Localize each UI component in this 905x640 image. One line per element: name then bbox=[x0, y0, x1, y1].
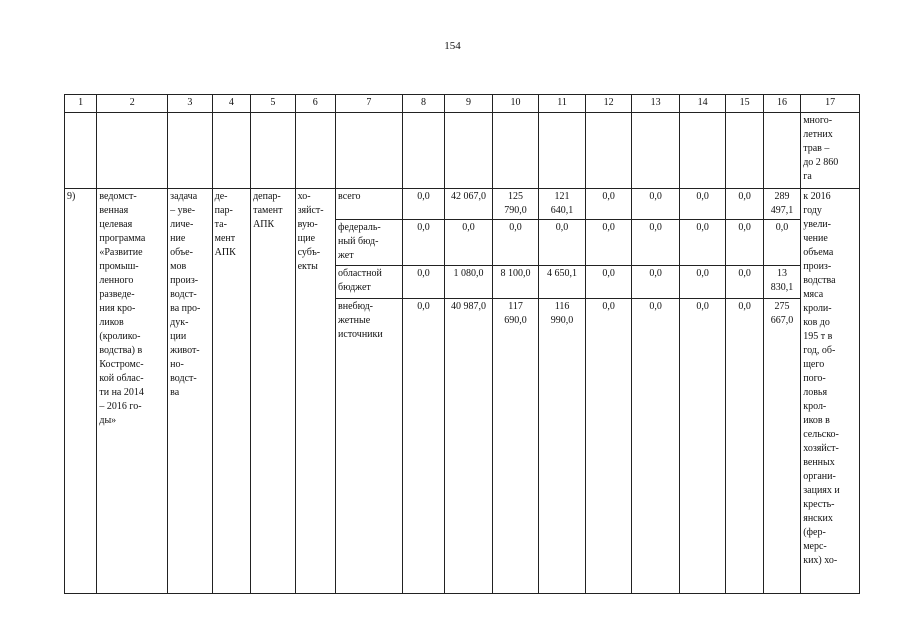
funding-value: 0,0 bbox=[726, 220, 763, 266]
column-number: 2 bbox=[97, 95, 168, 113]
column-number: 13 bbox=[632, 95, 680, 113]
funding-value: 0,0 bbox=[492, 220, 539, 266]
program-table bbox=[64, 94, 860, 594]
funding-value: 0,0 bbox=[445, 220, 493, 266]
funding-value: 117 690,0 bbox=[492, 299, 539, 594]
funding-value: 1 080,0 bbox=[445, 266, 493, 299]
funding-value: 0,0 bbox=[585, 299, 632, 594]
program-executor: депар- тамент АПК bbox=[251, 189, 296, 594]
funding-value: 0,0 bbox=[632, 189, 680, 220]
funding-value: 0,0 bbox=[763, 220, 800, 266]
funding-value: 289 497,1 bbox=[763, 189, 800, 220]
funding-source: областной бюджет bbox=[336, 266, 403, 299]
funding-value: 0,0 bbox=[679, 189, 726, 220]
column-number: 7 bbox=[336, 95, 403, 113]
funding-value: 121 640,1 bbox=[539, 189, 586, 220]
funding-value: 0,0 bbox=[726, 299, 763, 594]
continuation-row bbox=[65, 113, 860, 189]
column-number: 17 bbox=[801, 95, 860, 113]
funding-value: 116 990,0 bbox=[539, 299, 586, 594]
column-number: 4 bbox=[212, 95, 250, 113]
column-number: 11 bbox=[539, 95, 586, 113]
column-number: 9 bbox=[445, 95, 493, 113]
funding-value: 0,0 bbox=[679, 220, 726, 266]
program-task: задача – уве- личе- ние объе- мов произ- водст- ва про- дук- ции живот- но- водст- ва bbox=[168, 189, 213, 594]
funding-row-total bbox=[65, 189, 860, 220]
continued-result-text: много- летних трав – до 2 860 га bbox=[801, 113, 860, 189]
column-number: 16 bbox=[763, 95, 800, 113]
column-number: 15 bbox=[726, 95, 763, 113]
column-number: 10 bbox=[492, 95, 539, 113]
column-number-row bbox=[65, 95, 860, 113]
funding-value: 0,0 bbox=[402, 220, 444, 266]
funding-source: федераль- ный бюд- жет bbox=[336, 220, 403, 266]
funding-value: 0,0 bbox=[402, 189, 444, 220]
funding-value: 275 667,0 bbox=[763, 299, 800, 594]
page-number: 154 bbox=[444, 40, 461, 52]
column-number: 6 bbox=[295, 95, 335, 113]
funding-value: 0,0 bbox=[679, 266, 726, 299]
funding-source: всего bbox=[336, 189, 403, 220]
column-number: 1 bbox=[65, 95, 97, 113]
funding-value: 125 790,0 bbox=[492, 189, 539, 220]
funding-value: 0,0 bbox=[632, 220, 680, 266]
program-participants: хо- зяйст- вую- щие субъ- екты bbox=[295, 189, 335, 594]
funding-value: 40 987,0 bbox=[445, 299, 493, 594]
funding-value: 0,0 bbox=[726, 189, 763, 220]
funding-value: 0,0 bbox=[585, 220, 632, 266]
program-number: 9) bbox=[65, 189, 97, 594]
column-number: 3 bbox=[168, 95, 213, 113]
funding-source: внебюд- жетные источники bbox=[336, 299, 403, 594]
program-curator: де- пар- та- мент АПК bbox=[212, 189, 250, 594]
column-number: 8 bbox=[402, 95, 444, 113]
funding-value: 0,0 bbox=[402, 266, 444, 299]
funding-value: 0,0 bbox=[679, 299, 726, 594]
funding-value: 0,0 bbox=[632, 299, 680, 594]
funding-value: 0,0 bbox=[585, 266, 632, 299]
column-number: 12 bbox=[585, 95, 632, 113]
funding-value: 0,0 bbox=[726, 266, 763, 299]
funding-value: 0,0 bbox=[632, 266, 680, 299]
funding-value: 42 067,0 bbox=[445, 189, 493, 220]
funding-value: 8 100,0 bbox=[492, 266, 539, 299]
funding-value: 4 650,1 bbox=[539, 266, 586, 299]
program-result: к 2016 году увели- чение объема произ- водства мяса кроли- ков до 195 т в год, об- щего пого- ловья крол- иков в сельско- хозяйст- венных органи- зациях и кресть- янских (фер- мерс- ких) хо- bbox=[801, 189, 860, 594]
funding-value: 0,0 bbox=[585, 189, 632, 220]
program-name: ведомст- венная целевая программа «Развитие промыш- ленного разведе- ния кро- ликов (кролико- водства) в Костромс- кой облас- ти на 2014 – 2016 го- ды» bbox=[97, 189, 168, 594]
funding-value: 13 830,1 bbox=[763, 266, 800, 299]
funding-value: 0,0 bbox=[402, 299, 444, 594]
column-number: 5 bbox=[251, 95, 296, 113]
funding-value: 0,0 bbox=[539, 220, 586, 266]
column-number: 14 bbox=[679, 95, 726, 113]
